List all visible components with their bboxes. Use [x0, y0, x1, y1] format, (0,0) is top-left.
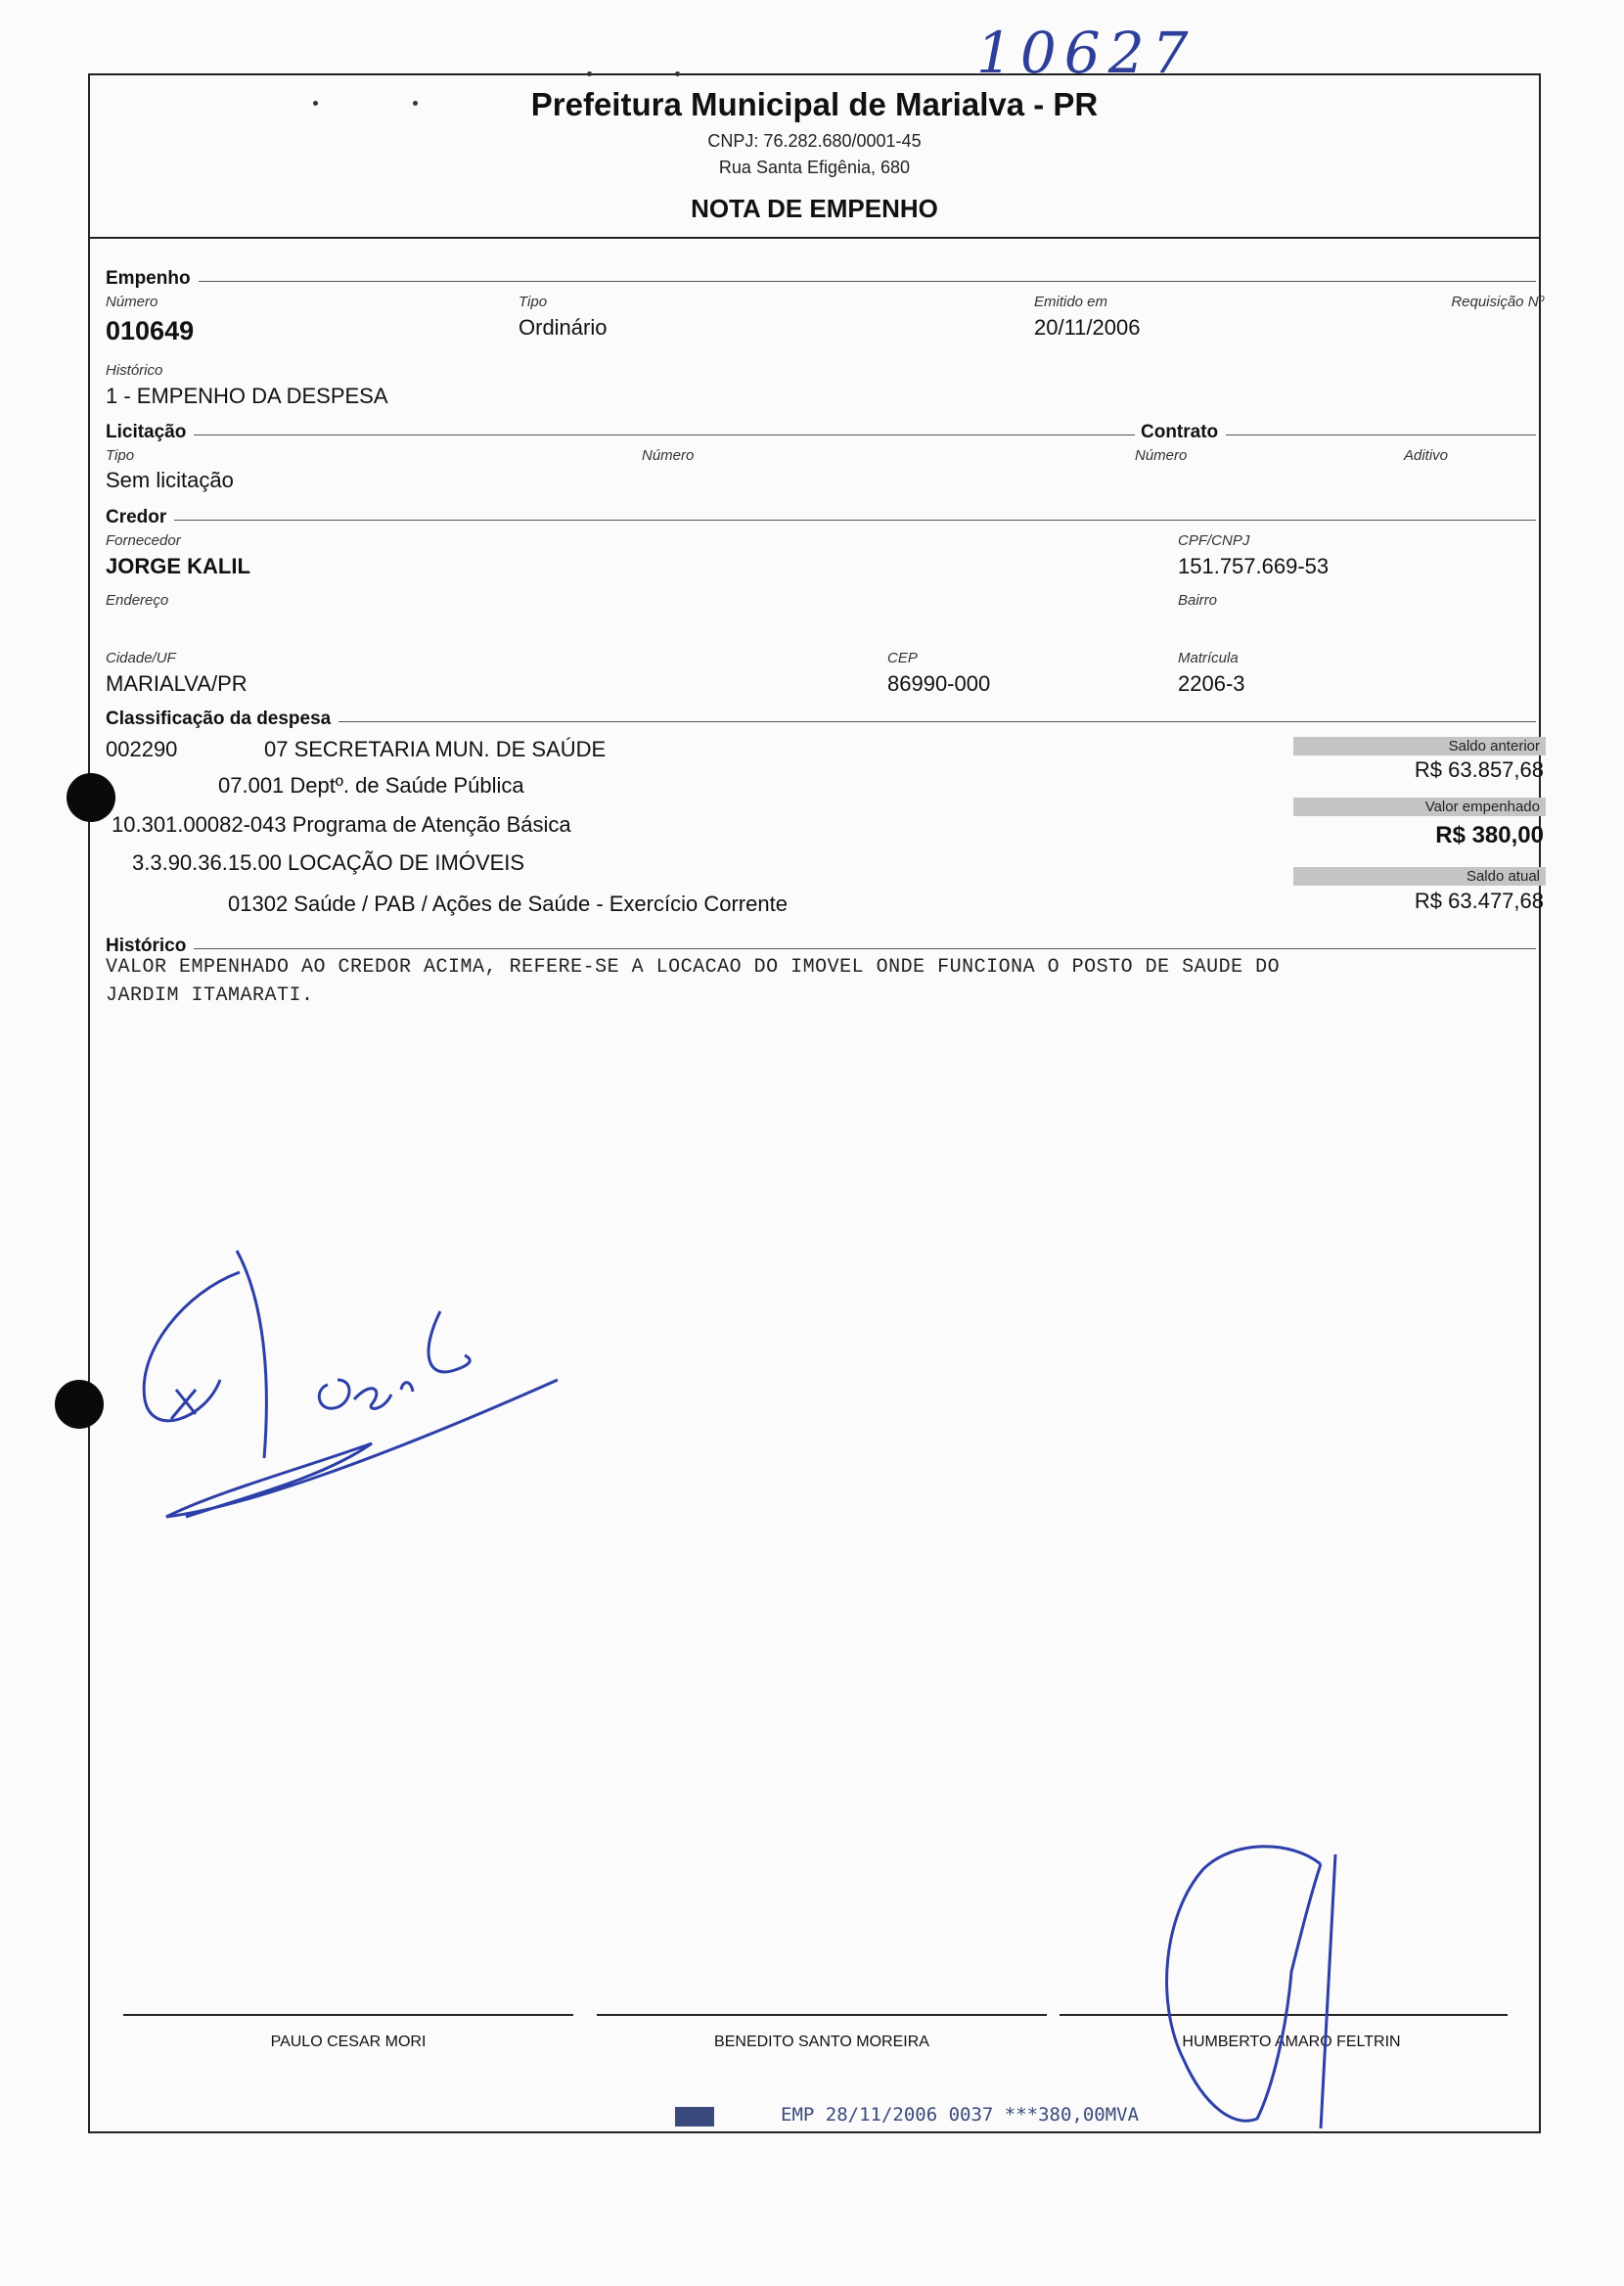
fornecedor-value: JORGE KALIL: [106, 554, 250, 578]
tipo-value: Ordinário: [519, 315, 608, 340]
credor-rule: [106, 520, 1536, 521]
licitacao-tipo-label: Tipo: [106, 447, 135, 464]
classificacao-line1: 07 SECRETARIA MUN. DE SAÚDE: [264, 737, 607, 761]
scan-mark: [587, 71, 592, 76]
numero-label: Número: [106, 294, 158, 310]
historico-short-value: 1 - EMPENHO DA DESPESA: [106, 384, 388, 408]
endereco-label: Endereço: [106, 592, 169, 609]
empenho-rule: [106, 281, 1536, 282]
emitido-value: 20/11/2006: [1034, 315, 1141, 340]
section-credor: Credor: [106, 507, 174, 528]
classificacao-line3: 10.301.00082-043 Programa de Atenção Básica: [112, 812, 571, 837]
cpf-label: CPF/CNPJ: [1178, 532, 1250, 549]
section-classificacao: Classificação da despesa: [106, 709, 338, 730]
handwritten-number: 10627: [976, 20, 1196, 86]
signature-name-3: HUMBERTO AMARO FELTRIN: [1182, 2034, 1401, 2050]
saldo-anterior-label: Saldo anterior: [1293, 737, 1546, 755]
stamp-logo: [675, 2107, 714, 2126]
historico-short-label: Histórico: [106, 362, 163, 379]
section-empenho: Empenho: [106, 268, 199, 290]
signature-name-1: PAULO CESAR MORI: [270, 2034, 427, 2050]
document-frame: [88, 73, 1541, 2133]
classificacao-code: 002290: [106, 737, 178, 761]
valor-empenhado-label: Valor empenhado: [1293, 798, 1546, 816]
classificacao-line5: 01302 Saúde / PAB / Ações de Saúde - Exercício Corrente: [228, 892, 788, 916]
contrato-numero-label: Número: [1135, 447, 1188, 464]
historico-line1: VALOR EMPENHADO AO CREDOR ACIMA, REFERE-SE A LOCACAO DO IMOVEL ONDE FUNCIONA O POSTO DE SAUDE DO: [106, 956, 1281, 979]
punch-hole: [67, 773, 115, 822]
classificacao-line4: 3.3.90.36.15.00 LOCAÇÃO DE IMÓVEIS: [132, 850, 525, 875]
saldo-atual-value: R$ 63.477,68: [1414, 889, 1544, 913]
cidade-value: MARIALVA/PR: [106, 671, 248, 696]
creditor-signature: [127, 1233, 577, 1527]
matricula-value: 2206-3: [1178, 671, 1245, 696]
bairro-label: Bairro: [1178, 592, 1218, 609]
classificacao-line2: 07.001 Deptº. de Saúde Pública: [218, 773, 524, 798]
cidade-label: Cidade/UF: [106, 650, 176, 666]
mayor-signature: [1145, 1835, 1360, 2138]
matricula-label: Matrícula: [1178, 650, 1239, 666]
page-title: Prefeitura Municipal de Marialva - PR: [530, 86, 1099, 122]
licitacao-rule: [106, 434, 1536, 435]
punch-hole: [55, 1380, 104, 1429]
licitacao-numero-label: Número: [642, 447, 695, 464]
scan-mark: [675, 71, 680, 76]
historico-rule: [106, 948, 1536, 949]
requisicao-label: Requisição Nº: [1451, 294, 1544, 310]
signature-line-1: [123, 2014, 573, 2016]
valor-empenhado-value: R$ 380,00: [1435, 822, 1544, 848]
cep-value: 86990-000: [887, 671, 991, 696]
section-historico: Histórico: [106, 936, 194, 957]
saldo-atual-label: Saldo atual: [1293, 867, 1546, 886]
authentication-stamp: EMP 28/11/2006 0037 ***380,00MVA: [781, 2104, 1140, 2126]
cep-label: CEP: [887, 650, 918, 666]
signature-name-2: BENEDITO SANTO MOREIRA: [714, 2034, 929, 2050]
section-licitacao: Licitação: [106, 422, 194, 443]
empenho-number: 010649: [106, 316, 195, 345]
licitacao-tipo-value: Sem licitação: [106, 468, 234, 492]
tipo-label: Tipo: [519, 294, 548, 310]
historico-line2: JARDIM ITAMARATI.: [106, 984, 314, 1007]
cpf-value: 151.757.669-53: [1178, 554, 1330, 578]
header-divider: [88, 237, 1541, 239]
saldo-anterior-value: R$ 63.857,68: [1414, 757, 1544, 782]
fornecedor-label: Fornecedor: [106, 532, 181, 549]
contrato-aditivo-label: Aditivo: [1404, 447, 1449, 464]
cnpj-text: CNPJ: 76.282.680/0001-45: [707, 131, 922, 151]
signature-line-2: [597, 2014, 1047, 2016]
section-contrato: Contrato: [1135, 422, 1226, 443]
document-title: NOTA DE EMPENHO: [691, 194, 938, 223]
emitido-label: Emitido em: [1034, 294, 1108, 310]
address-text: Rua Santa Efigênia, 680: [718, 158, 911, 177]
